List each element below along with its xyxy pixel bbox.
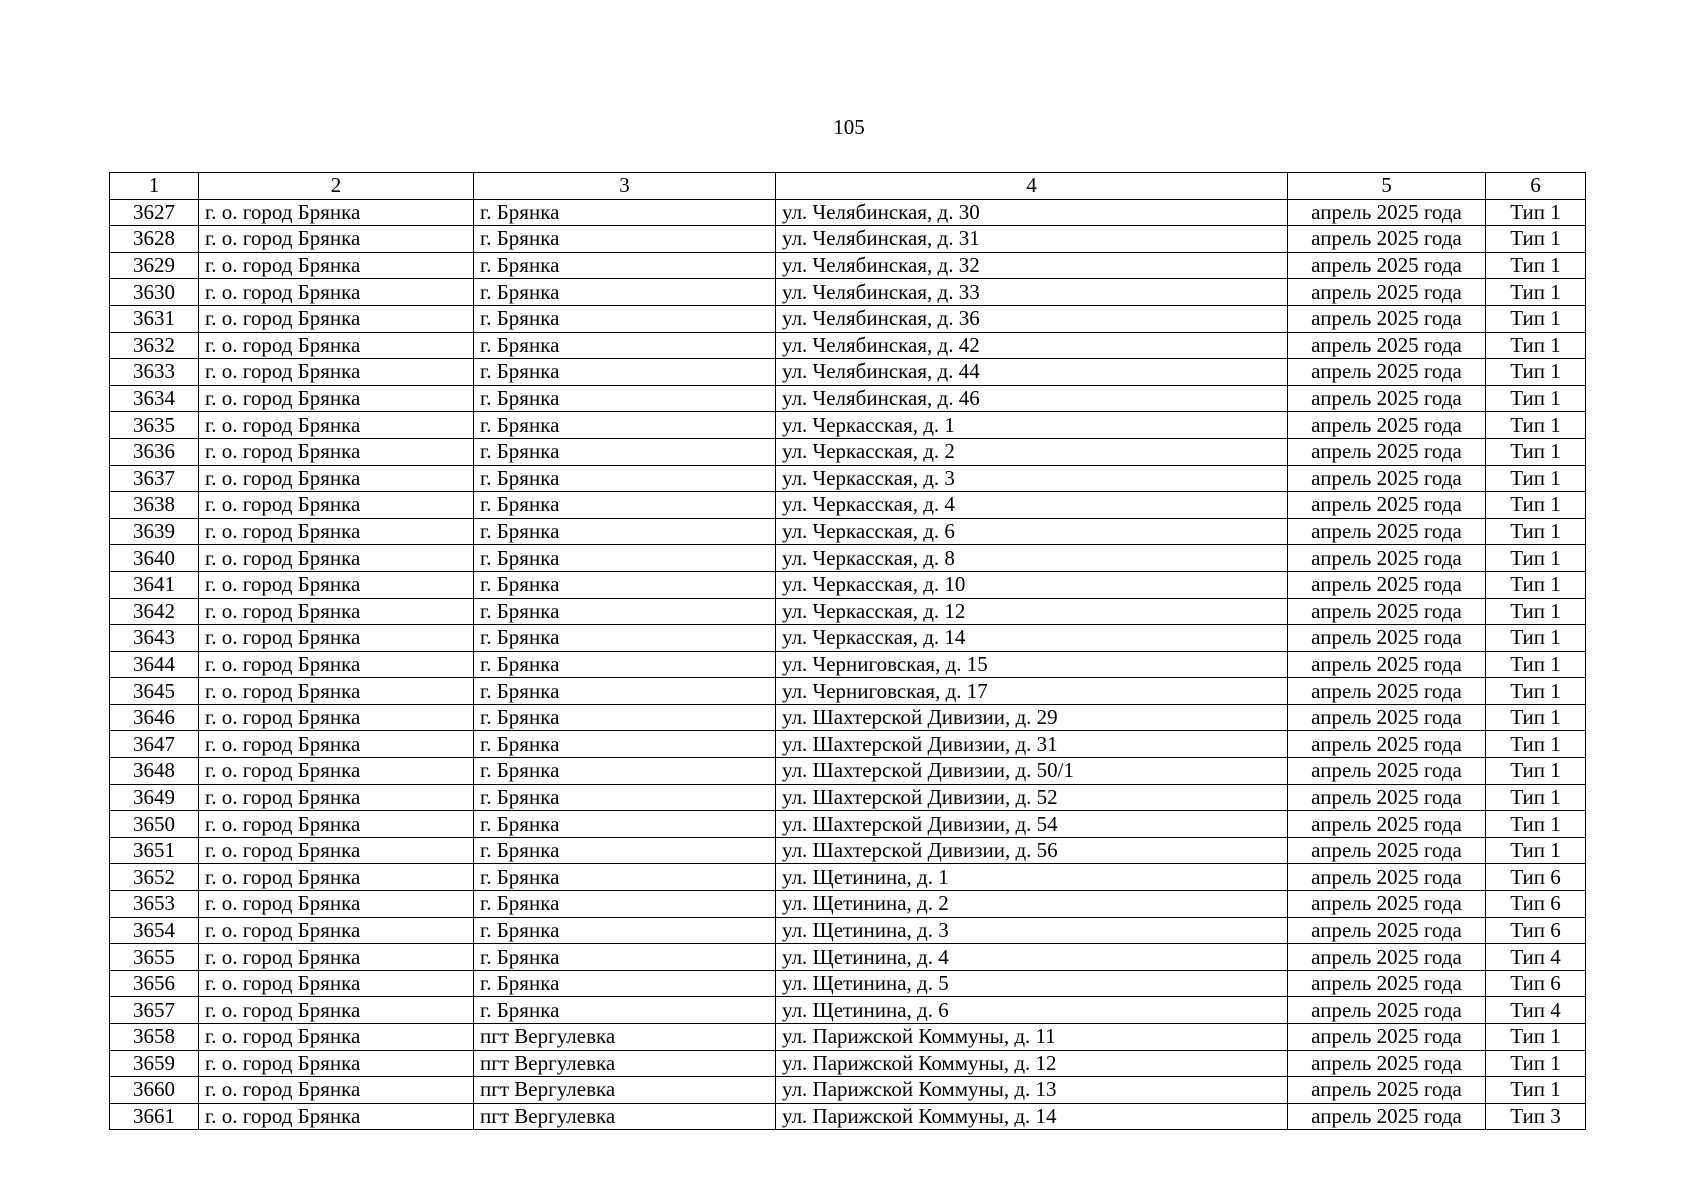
settlement-cell: г. Брянка xyxy=(474,438,776,465)
settlement-cell: г. Брянка xyxy=(474,305,776,332)
settlement-cell: г. Брянка xyxy=(474,997,776,1024)
type-cell: Тип 1 xyxy=(1486,385,1586,412)
district-cell: г. о. город Брянка xyxy=(199,385,474,412)
settlement-cell: пгт Вергулевка xyxy=(474,1077,776,1104)
type-cell: Тип 1 xyxy=(1486,438,1586,465)
row-number-cell: 3656 xyxy=(110,970,199,997)
address-cell: ул. Шахтерской Дивизии, д. 56 xyxy=(776,837,1288,864)
row-number-cell: 3631 xyxy=(110,305,199,332)
address-cell: ул. Черниговская, д. 15 xyxy=(776,651,1288,678)
address-cell: ул. Челябинская, д. 44 xyxy=(776,359,1288,386)
district-cell: г. о. город Брянка xyxy=(199,784,474,811)
table-row xyxy=(110,412,1586,439)
period-cell: апрель 2025 года xyxy=(1288,226,1486,253)
type-cell: Тип 1 xyxy=(1486,784,1586,811)
table-row xyxy=(110,891,1586,918)
settlement-cell: г. Брянка xyxy=(474,465,776,492)
type-cell: Тип 1 xyxy=(1486,625,1586,652)
period-cell: апрель 2025 года xyxy=(1288,625,1486,652)
address-cell: ул. Черкасская, д. 4 xyxy=(776,492,1288,519)
district-cell: г. о. город Брянка xyxy=(199,279,474,306)
settlement-cell: г. Брянка xyxy=(474,917,776,944)
district-cell: г. о. город Брянка xyxy=(199,837,474,864)
row-number-cell: 3651 xyxy=(110,837,199,864)
period-cell: апрель 2025 года xyxy=(1288,412,1486,439)
period-cell: апрель 2025 года xyxy=(1288,518,1486,545)
type-cell: Тип 1 xyxy=(1486,1077,1586,1104)
district-cell: г. о. город Брянка xyxy=(199,438,474,465)
row-number-cell: 3649 xyxy=(110,784,199,811)
address-cell: ул. Парижской Коммуны, д. 11 xyxy=(776,1024,1288,1051)
type-cell: Тип 1 xyxy=(1486,837,1586,864)
district-cell: г. о. город Брянка xyxy=(199,332,474,359)
type-cell: Тип 1 xyxy=(1486,571,1586,598)
district-cell: г. о. город Брянка xyxy=(199,864,474,891)
type-cell: Тип 1 xyxy=(1486,758,1586,785)
type-cell: Тип 6 xyxy=(1486,970,1586,997)
address-cell: ул. Челябинская, д. 32 xyxy=(776,252,1288,279)
row-number-cell: 3661 xyxy=(110,1103,199,1130)
period-cell: апрель 2025 года xyxy=(1288,199,1486,226)
row-number-cell: 3629 xyxy=(110,252,199,279)
address-cell: ул. Черкасская, д. 3 xyxy=(776,465,1288,492)
row-number-cell: 3643 xyxy=(110,625,199,652)
type-cell: Тип 1 xyxy=(1486,199,1586,226)
type-cell: Тип 1 xyxy=(1486,412,1586,439)
district-cell: г. о. город Брянка xyxy=(199,625,474,652)
period-cell: апрель 2025 года xyxy=(1288,545,1486,572)
period-cell: апрель 2025 года xyxy=(1288,332,1486,359)
column-header-1: 1 xyxy=(110,173,199,200)
settlement-cell: г. Брянка xyxy=(474,651,776,678)
row-number-cell: 3630 xyxy=(110,279,199,306)
period-cell: апрель 2025 года xyxy=(1288,598,1486,625)
district-cell: г. о. город Брянка xyxy=(199,944,474,971)
period-cell: апрель 2025 года xyxy=(1288,1024,1486,1051)
period-cell: апрель 2025 года xyxy=(1288,944,1486,971)
row-number-cell: 3652 xyxy=(110,864,199,891)
row-number-cell: 3641 xyxy=(110,571,199,598)
row-number-cell: 3654 xyxy=(110,917,199,944)
row-number-cell: 3647 xyxy=(110,731,199,758)
type-cell: Тип 1 xyxy=(1486,1024,1586,1051)
type-cell: Тип 1 xyxy=(1486,279,1586,306)
row-number-cell: 3644 xyxy=(110,651,199,678)
settlement-cell: г. Брянка xyxy=(474,944,776,971)
district-cell: г. о. город Брянка xyxy=(199,678,474,705)
row-number-cell: 3632 xyxy=(110,332,199,359)
address-cell: ул. Парижской Коммуны, д. 14 xyxy=(776,1103,1288,1130)
table-row xyxy=(110,784,1586,811)
address-cell: ул. Щетинина, д. 1 xyxy=(776,864,1288,891)
table-body xyxy=(110,199,1586,1130)
table-row xyxy=(110,917,1586,944)
settlement-cell: г. Брянка xyxy=(474,571,776,598)
district-cell: г. о. город Брянка xyxy=(199,359,474,386)
type-cell: Тип 1 xyxy=(1486,598,1586,625)
table-row xyxy=(110,252,1586,279)
type-cell: Тип 1 xyxy=(1486,359,1586,386)
district-cell: г. о. город Брянка xyxy=(199,758,474,785)
district-cell: г. о. город Брянка xyxy=(199,1024,474,1051)
settlement-cell: пгт Вергулевка xyxy=(474,1050,776,1077)
table-row xyxy=(110,1103,1586,1130)
type-cell: Тип 1 xyxy=(1486,465,1586,492)
district-cell: г. о. город Брянка xyxy=(199,651,474,678)
address-cell: ул. Черкасская, д. 12 xyxy=(776,598,1288,625)
period-cell: апрель 2025 года xyxy=(1288,1103,1486,1130)
type-cell: Тип 1 xyxy=(1486,492,1586,519)
settlement-cell: г. Брянка xyxy=(474,704,776,731)
district-cell: г. о. город Брянка xyxy=(199,917,474,944)
settlement-cell: г. Брянка xyxy=(474,545,776,572)
settlement-cell: г. Брянка xyxy=(474,518,776,545)
settlement-cell: г. Брянка xyxy=(474,492,776,519)
address-cell: ул. Щетинина, д. 6 xyxy=(776,997,1288,1024)
district-cell: г. о. город Брянка xyxy=(199,1103,474,1130)
table-row xyxy=(110,465,1586,492)
column-header-5: 5 xyxy=(1288,173,1486,200)
settlement-cell: г. Брянка xyxy=(474,970,776,997)
address-cell: ул. Черкасская, д. 1 xyxy=(776,412,1288,439)
address-cell: ул. Парижской Коммуны, д. 13 xyxy=(776,1077,1288,1104)
row-number-cell: 3627 xyxy=(110,199,199,226)
period-cell: апрель 2025 года xyxy=(1288,438,1486,465)
table-row xyxy=(110,970,1586,997)
table-row xyxy=(110,438,1586,465)
settlement-cell: г. Брянка xyxy=(474,412,776,439)
settlement-cell: пгт Вергулевка xyxy=(474,1103,776,1130)
table-row xyxy=(110,811,1586,838)
address-cell: ул. Шахтерской Дивизии, д. 29 xyxy=(776,704,1288,731)
table-row xyxy=(110,545,1586,572)
period-cell: апрель 2025 года xyxy=(1288,359,1486,386)
district-cell: г. о. город Брянка xyxy=(199,305,474,332)
row-number-cell: 3635 xyxy=(110,412,199,439)
table-row xyxy=(110,332,1586,359)
settlement-cell: г. Брянка xyxy=(474,731,776,758)
period-cell: апрель 2025 года xyxy=(1288,784,1486,811)
settlement-cell: г. Брянка xyxy=(474,385,776,412)
type-cell: Тип 1 xyxy=(1486,545,1586,572)
registry-table xyxy=(109,172,1586,1130)
settlement-cell: г. Брянка xyxy=(474,758,776,785)
column-header-6: 6 xyxy=(1486,173,1586,200)
district-cell: г. о. город Брянка xyxy=(199,970,474,997)
table-row xyxy=(110,226,1586,253)
district-cell: г. о. город Брянка xyxy=(199,545,474,572)
period-cell: апрель 2025 года xyxy=(1288,465,1486,492)
district-cell: г. о. город Брянка xyxy=(199,891,474,918)
address-cell: ул. Шахтерской Дивизии, д. 31 xyxy=(776,731,1288,758)
table-row xyxy=(110,279,1586,306)
address-cell: ул. Челябинская, д. 30 xyxy=(776,199,1288,226)
type-cell: Тип 1 xyxy=(1486,811,1586,838)
district-cell: г. о. город Брянка xyxy=(199,1077,474,1104)
table-row xyxy=(110,944,1586,971)
table-row xyxy=(110,758,1586,785)
address-cell: ул. Черкасская, д. 8 xyxy=(776,545,1288,572)
type-cell: Тип 1 xyxy=(1486,305,1586,332)
address-cell: ул. Черкасская, д. 6 xyxy=(776,518,1288,545)
table-row xyxy=(110,651,1586,678)
address-cell: ул. Челябинская, д. 42 xyxy=(776,332,1288,359)
period-cell: апрель 2025 года xyxy=(1288,731,1486,758)
district-cell: г. о. город Брянка xyxy=(199,811,474,838)
table-row xyxy=(110,625,1586,652)
table-row xyxy=(110,997,1586,1024)
district-cell: г. о. город Брянка xyxy=(199,199,474,226)
district-cell: г. о. город Брянка xyxy=(199,492,474,519)
column-header-4: 4 xyxy=(776,173,1288,200)
period-cell: апрель 2025 года xyxy=(1288,997,1486,1024)
row-number-cell: 3628 xyxy=(110,226,199,253)
type-cell: Тип 1 xyxy=(1486,518,1586,545)
type-cell: Тип 1 xyxy=(1486,252,1586,279)
row-number-cell: 3636 xyxy=(110,438,199,465)
district-cell: г. о. город Брянка xyxy=(199,997,474,1024)
address-cell: ул. Шахтерской Дивизии, д. 50/1 xyxy=(776,758,1288,785)
column-header-3: 3 xyxy=(474,173,776,200)
period-cell: апрель 2025 года xyxy=(1288,1050,1486,1077)
type-cell: Тип 3 xyxy=(1486,1103,1586,1130)
period-cell: апрель 2025 года xyxy=(1288,891,1486,918)
settlement-cell: г. Брянка xyxy=(474,279,776,306)
settlement-cell: г. Брянка xyxy=(474,837,776,864)
period-cell: апрель 2025 года xyxy=(1288,678,1486,705)
row-number-cell: 3653 xyxy=(110,891,199,918)
settlement-cell: г. Брянка xyxy=(474,625,776,652)
table-row xyxy=(110,837,1586,864)
table-row xyxy=(110,385,1586,412)
period-cell: апрель 2025 года xyxy=(1288,837,1486,864)
table-row xyxy=(110,678,1586,705)
district-cell: г. о. город Брянка xyxy=(199,731,474,758)
address-cell: ул. Черкасская, д. 2 xyxy=(776,438,1288,465)
row-number-cell: 3655 xyxy=(110,944,199,971)
address-cell: ул. Черниговская, д. 17 xyxy=(776,678,1288,705)
column-header-2: 2 xyxy=(199,173,474,200)
table-row xyxy=(110,731,1586,758)
row-number-cell: 3648 xyxy=(110,758,199,785)
settlement-cell: г. Брянка xyxy=(474,864,776,891)
row-number-cell: 3660 xyxy=(110,1077,199,1104)
type-cell: Тип 6 xyxy=(1486,917,1586,944)
district-cell: г. о. город Брянка xyxy=(199,598,474,625)
period-cell: апрель 2025 года xyxy=(1288,864,1486,891)
row-number-cell: 3638 xyxy=(110,492,199,519)
row-number-cell: 3645 xyxy=(110,678,199,705)
address-cell: ул. Челябинская, д. 36 xyxy=(776,305,1288,332)
period-cell: апрель 2025 года xyxy=(1288,385,1486,412)
address-cell: ул. Щетинина, д. 5 xyxy=(776,970,1288,997)
address-cell: ул. Шахтерской Дивизии, д. 52 xyxy=(776,784,1288,811)
district-cell: г. о. город Брянка xyxy=(199,518,474,545)
row-number-cell: 3646 xyxy=(110,704,199,731)
district-cell: г. о. город Брянка xyxy=(199,1050,474,1077)
table-row xyxy=(110,598,1586,625)
district-cell: г. о. город Брянка xyxy=(199,252,474,279)
settlement-cell: г. Брянка xyxy=(474,891,776,918)
type-cell: Тип 1 xyxy=(1486,731,1586,758)
settlement-cell: г. Брянка xyxy=(474,199,776,226)
address-cell: ул. Челябинская, д. 33 xyxy=(776,279,1288,306)
period-cell: апрель 2025 года xyxy=(1288,704,1486,731)
address-cell: ул. Щетинина, д. 4 xyxy=(776,944,1288,971)
row-number-cell: 3639 xyxy=(110,518,199,545)
settlement-cell: г. Брянка xyxy=(474,598,776,625)
settlement-cell: г. Брянка xyxy=(474,811,776,838)
type-cell: Тип 1 xyxy=(1486,704,1586,731)
period-cell: апрель 2025 года xyxy=(1288,571,1486,598)
period-cell: апрель 2025 года xyxy=(1288,758,1486,785)
type-cell: Тип 1 xyxy=(1486,332,1586,359)
period-cell: апрель 2025 года xyxy=(1288,305,1486,332)
type-cell: Тип 6 xyxy=(1486,891,1586,918)
settlement-cell: г. Брянка xyxy=(474,226,776,253)
table-row xyxy=(110,492,1586,519)
settlement-cell: пгт Вергулевка xyxy=(474,1024,776,1051)
row-number-cell: 3642 xyxy=(110,598,199,625)
address-cell: ул. Черкасская, д. 10 xyxy=(776,571,1288,598)
row-number-cell: 3657 xyxy=(110,997,199,1024)
table-row xyxy=(110,571,1586,598)
table-row xyxy=(110,199,1586,226)
row-number-cell: 3633 xyxy=(110,359,199,386)
address-cell: ул. Челябинская, д. 46 xyxy=(776,385,1288,412)
table-row xyxy=(110,305,1586,332)
row-number-cell: 3650 xyxy=(110,811,199,838)
type-cell: Тип 1 xyxy=(1486,226,1586,253)
table-row xyxy=(110,1050,1586,1077)
period-cell: апрель 2025 года xyxy=(1288,651,1486,678)
table-header xyxy=(110,173,1586,200)
type-cell: Тип 1 xyxy=(1486,678,1586,705)
address-cell: ул. Черкасская, д. 14 xyxy=(776,625,1288,652)
period-cell: апрель 2025 года xyxy=(1288,252,1486,279)
row-number-cell: 3658 xyxy=(110,1024,199,1051)
settlement-cell: г. Брянка xyxy=(474,252,776,279)
table-row xyxy=(110,359,1586,386)
settlement-cell: г. Брянка xyxy=(474,359,776,386)
period-cell: апрель 2025 года xyxy=(1288,492,1486,519)
type-cell: Тип 4 xyxy=(1486,997,1586,1024)
address-cell: ул. Челябинская, д. 31 xyxy=(776,226,1288,253)
row-number-cell: 3637 xyxy=(110,465,199,492)
row-number-cell: 3659 xyxy=(110,1050,199,1077)
period-cell: апрель 2025 года xyxy=(1288,970,1486,997)
settlement-cell: г. Брянка xyxy=(474,332,776,359)
settlement-cell: г. Брянка xyxy=(474,678,776,705)
type-cell: Тип 1 xyxy=(1486,651,1586,678)
table-row xyxy=(110,1077,1586,1104)
district-cell: г. о. город Брянка xyxy=(199,226,474,253)
address-cell: ул. Щетинина, д. 2 xyxy=(776,891,1288,918)
table-row xyxy=(110,704,1586,731)
type-cell: Тип 6 xyxy=(1486,864,1586,891)
district-cell: г. о. город Брянка xyxy=(199,412,474,439)
period-cell: апрель 2025 года xyxy=(1288,1077,1486,1104)
district-cell: г. о. город Брянка xyxy=(199,571,474,598)
period-cell: апрель 2025 года xyxy=(1288,917,1486,944)
table-row xyxy=(110,1024,1586,1051)
period-cell: апрель 2025 года xyxy=(1288,811,1486,838)
row-number-cell: 3634 xyxy=(110,385,199,412)
table-row xyxy=(110,518,1586,545)
type-cell: Тип 1 xyxy=(1486,1050,1586,1077)
settlement-cell: г. Брянка xyxy=(474,784,776,811)
period-cell: апрель 2025 года xyxy=(1288,279,1486,306)
district-cell: г. о. город Брянка xyxy=(199,465,474,492)
page-number: 105 xyxy=(833,115,865,139)
header-row xyxy=(110,173,1586,200)
district-cell: г. о. город Брянка xyxy=(199,704,474,731)
address-cell: ул. Парижской Коммуны, д. 12 xyxy=(776,1050,1288,1077)
table-row xyxy=(110,864,1586,891)
row-number-cell: 3640 xyxy=(110,545,199,572)
address-cell: ул. Шахтерской Дивизии, д. 54 xyxy=(776,811,1288,838)
type-cell: Тип 4 xyxy=(1486,944,1586,971)
address-cell: ул. Щетинина, д. 3 xyxy=(776,917,1288,944)
